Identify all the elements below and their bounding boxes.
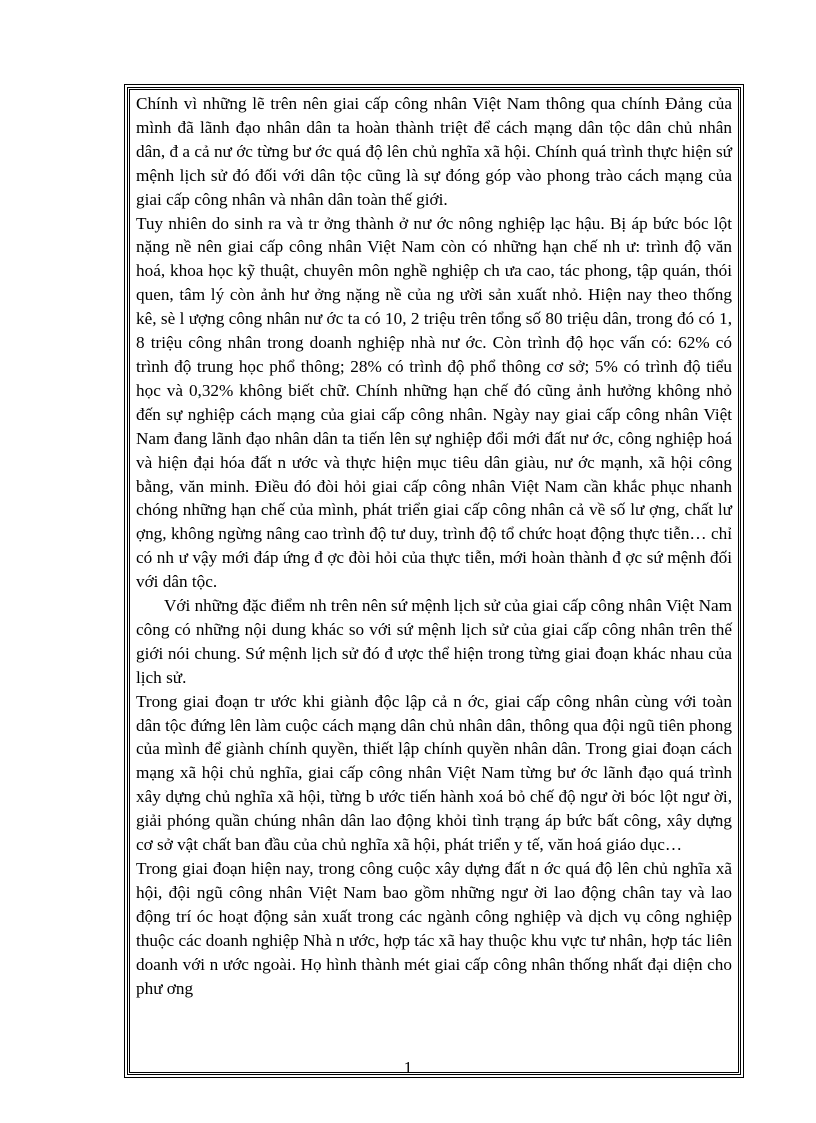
page-number: 1 (403, 1058, 413, 1077)
paragraph: Với những đặc điểm nh trên nên sứ mệnh lịch sử của giai cấp công nhân Việt Nam công có những nội dung khác so với sứ mệnh lịch sử của giai cấp công nhân trên thế giới nói chung. Sứ mệnh lịch sử đó đ ược thể hiện trong từng giai đoạn khác nhau của lịch sử. (136, 596, 732, 687)
document-body (136, 92, 732, 1000)
paragraph: Trong giai đoạn hiện nay, trong công cuộc xây dựng đất n ớc quá độ lên chủ nghĩa xã hội, đội ngũ công nhân Việt Nam bao gồm những ngư ời lao động chân tay và lao động trí óc hoạt động sản xuất trong các ngành công nghiệp và dịch vụ công nghiệp thuộc các doanh nghiệp Nhà n ước, hợp tác xã hay thuộc khu vực tư nhân, hợp tác liên doanh với n ước ngoài. Họ hình thành mét giai cấp công nhân thống nhất đại diện cho phư ơng (136, 859, 732, 998)
paragraph: Trong giai đoạn tr ước khi giành độc lập cả n ớc, giai cấp công nhân cùng với toàn dân tộc đứng lên làm cuộc cách mạng dân chủ nhân dân, thông qua đội ngũ tiên phong của mình để giành chính quyền, thiết lập chính quyền nhân dân. Trong giai đoạn cách mạng xã hội chủ nghĩa, giai cấp công nhân Việt Nam từng bư ớc lãnh đạo quá trình xây dựng chủ nghĩa xã hội, từng b ước tiến hành xoá bỏ chế độ ngư ời bóc lột ngư ời, giải phóng quần chúng nhân dân lao động khỏi tình trạng áp bức bất công, xây dựng cơ sở vật chất ban đầu của chủ nghĩa xã hội, phát triển y tế, văn hoá giáo dục… (136, 691, 732, 855)
paragraph: Tuy nhiên do sinh ra và tr ởng thành ở nư ớc nông nghiệp lạc hậu. Bị áp bức bóc lột nặng nề nên giai cấp công nhân Việt Nam còn có những hạn chế nh ư: trình độ văn hoá, khoa học kỹ thuật, chuyên môn nghề nghiệp ch ưa cao, tác phong, tập quán, thói quen, tâm lý còn ảnh hư ởng nặng nề của ng ười sản xuất nhỏ. Hiện nay theo thống kê, sè l ượng công nhân nư ớc ta có 10, 2 triệu trên tổng số 80 triệu dân, trong đó có 1, 8 triệu công nhân trong doanh nghiệp nhà nư ớc. Còn trình độ học vấn có: 62% có trình độ trung học phổ thông; 28% có trình độ phổ thông cơ sở; 5% có trình độ tiểu học và 0,32% không biết chữ. Chính những hạn chế đó cũng ảnh hưởng không nhỏ đến sự nghiệp cách mạng của giai cấp công nhân. Ngày nay giai cấp công nhân Việt Nam đang lãnh đạo nhân dân ta tiến lên sự nghiệp đổi mới đất nư ớc, công nghiệp hoá và hiện đại hóa đất n ước và thực hiện mục tiêu dân giàu, nư ớc mạnh, xã hội công bằng, văn minh. Điều đó đòi hỏi giai cấp công nhân Việt Nam cần khắc phục nhanh chóng những hạn chế của mình, phát triển giai cấp công nhân cả về số lư ợng, chất lư ợng, không ngừng nâng cao trình độ tư duy, trình độ tổ chức hoạt động thực tiễn… chỉ có nh ư vậy mới đáp ứng đ ợc đòi hỏi của thực tiễn, mới hoàn thành đ ợc sứ mệnh đối với dân tộc. (136, 213, 732, 592)
paragraph: Chính vì những lẽ trên nên giai cấp công nhân Việt Nam thông qua chính Đảng của mình đã lãnh đạo nhân dân ta hoàn thành triệt để cách mạng dân tộc dân chủ nhân dân, đ a cả nư ớc từng bư ớc quá độ lên chủ nghĩa xã hội. Chính quá trình thực hiện sứ mệnh lịch sử đó đối với dân tộc cũng là sự đóng góp vào phong trào cách mạng của giai cấp công nhân và nhân dân toàn thế giới. (136, 94, 732, 209)
